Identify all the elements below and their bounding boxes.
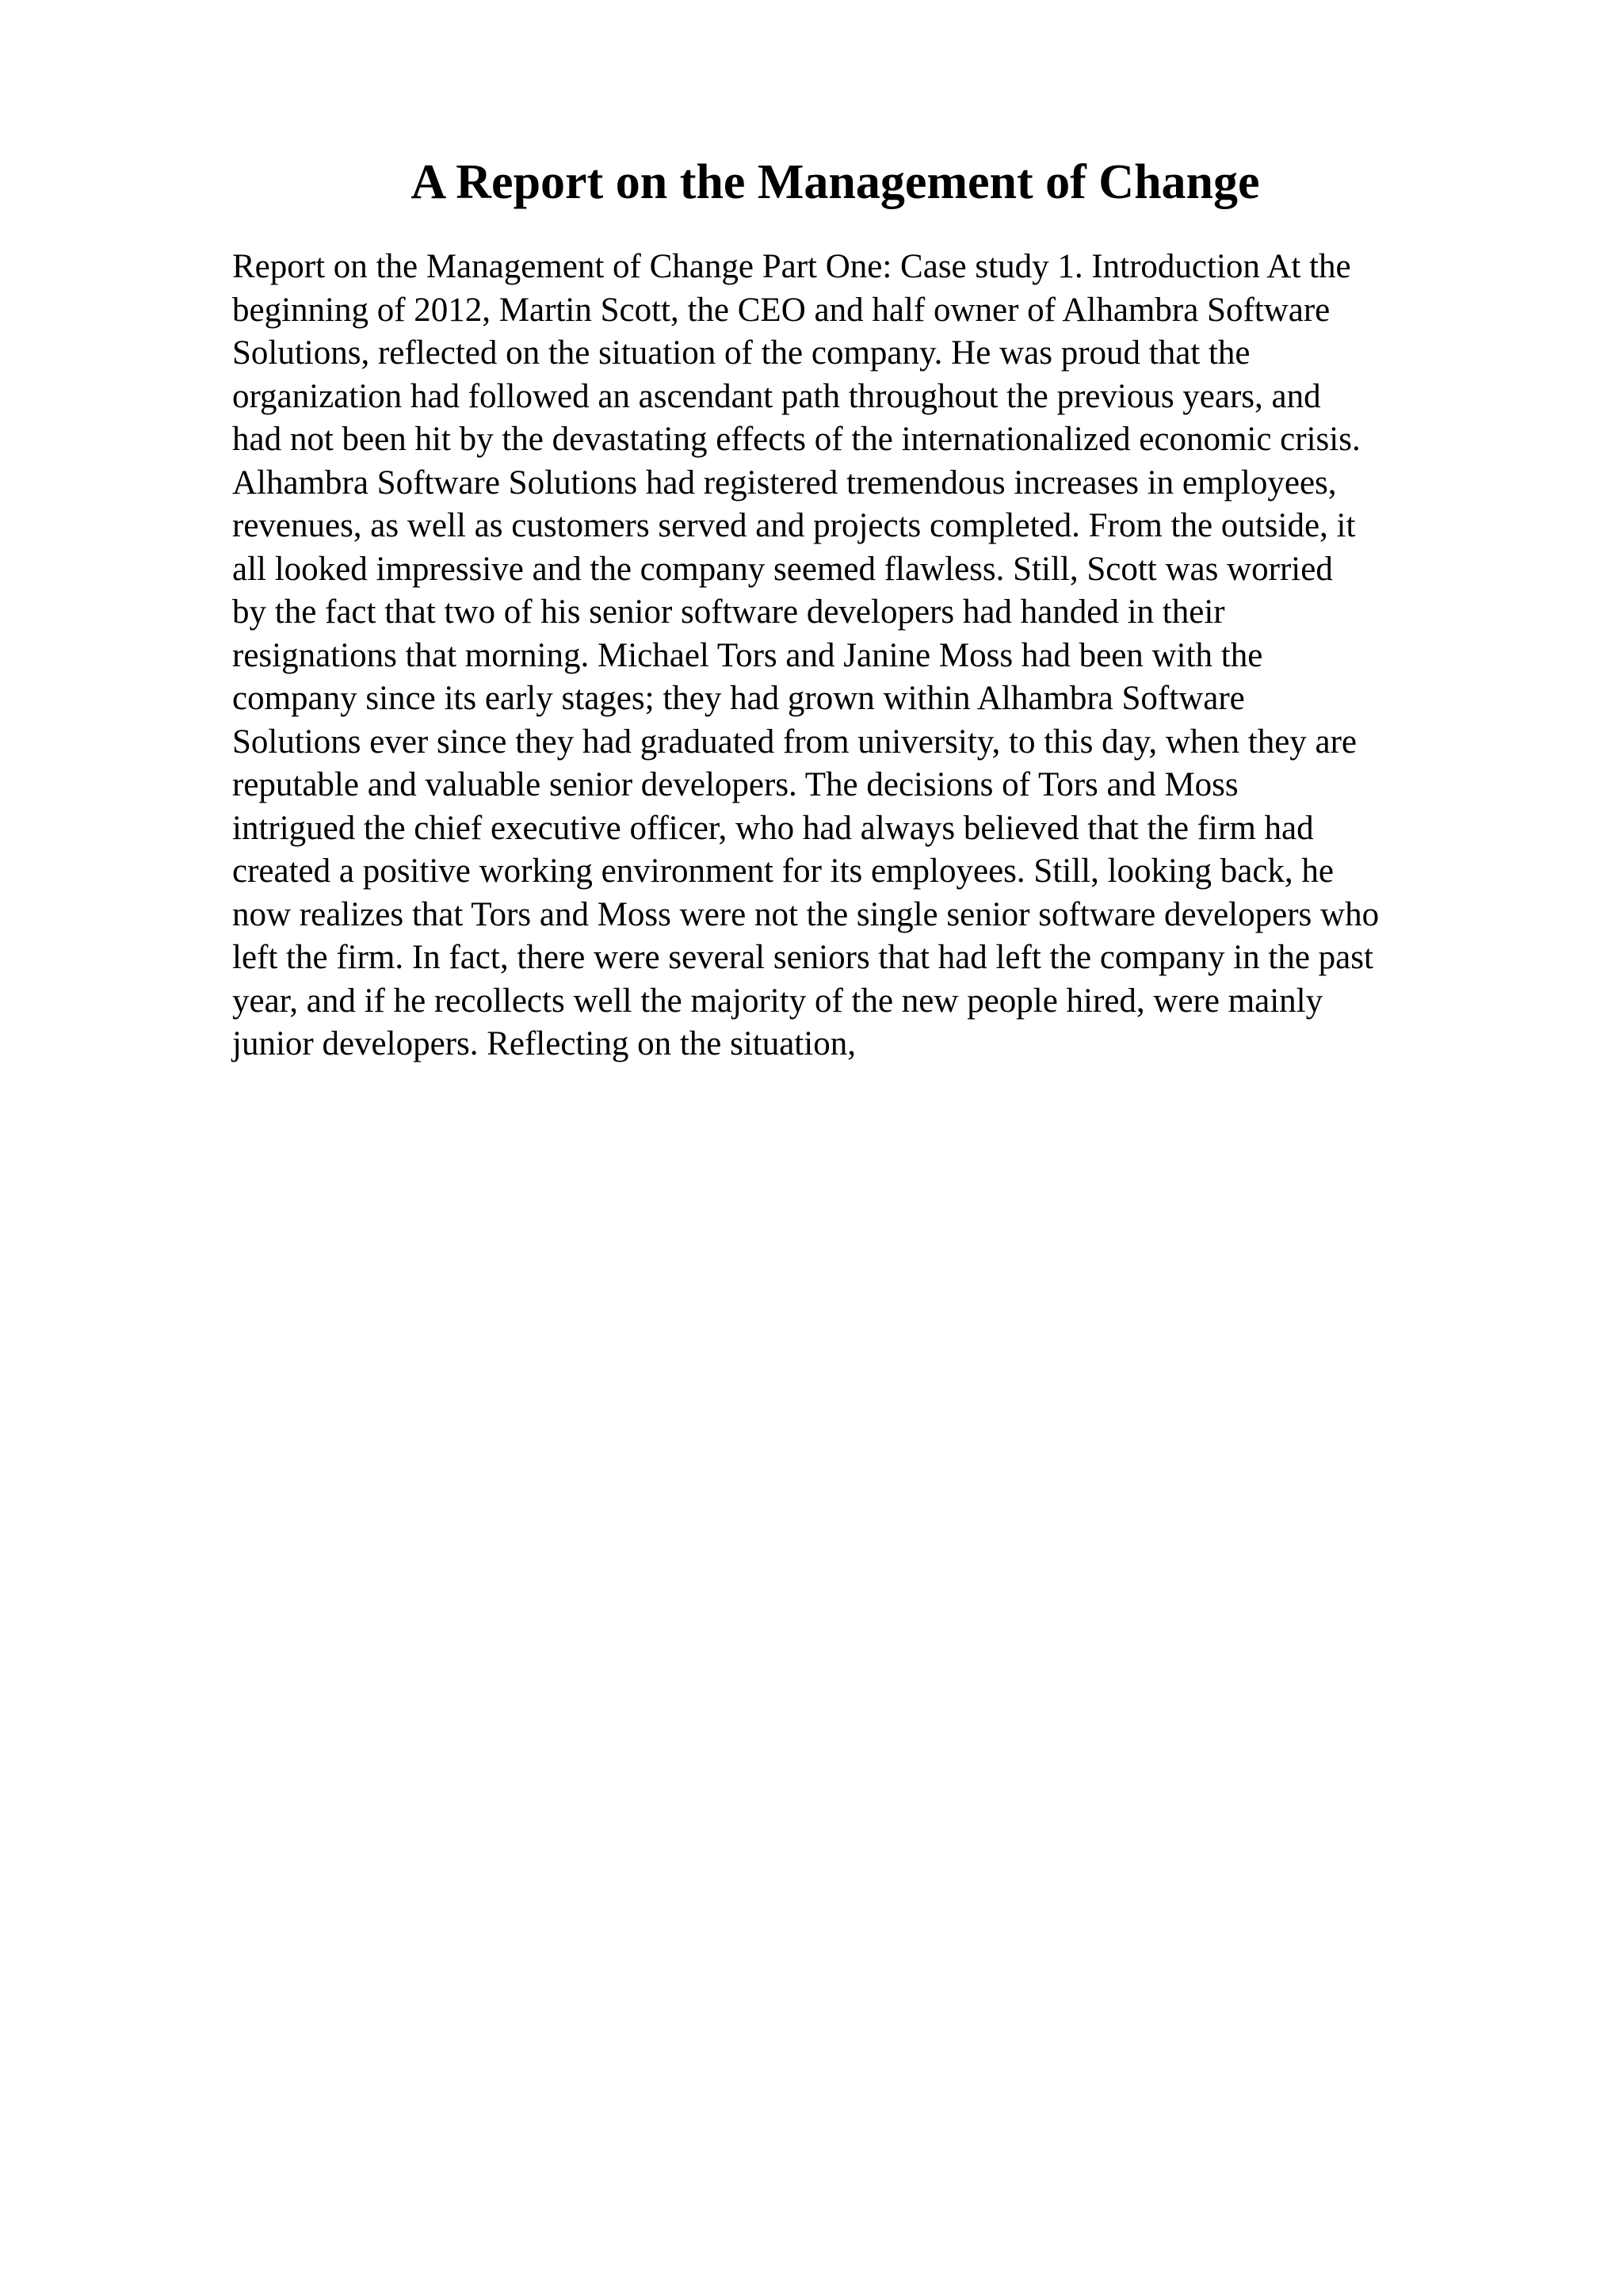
body-line: junior developers. Reflecting on the situation, (232, 1025, 856, 1062)
body-line: Alhambra Software Solutions had registered tremendous increases in employees, (232, 463, 1337, 502)
body-line: Solutions ever since they had graduated from university, to this day, when they are (232, 723, 1358, 761)
body-line: by the fact that two of his senior software developers had handed in their (232, 593, 1225, 631)
body-line: Solutions, reflected on the situation of the company. He was proud that the (232, 334, 1251, 372)
body-line: year, and if he recollects well the majority of the new people hired, were mainly (232, 982, 1323, 1020)
body-line: now realizes that Tors and Moss were not the single senior software developers who (232, 895, 1380, 933)
body-line: created a positive working environment for its employees. Still, looking back, he (232, 852, 1335, 890)
body-line: reputable and valuable senior developers. The decisions of Tors and Moss (232, 766, 1239, 803)
document-title: A Report on the Management of Change (411, 155, 1260, 209)
body-line: left the firm. In fact, there were several seniors that had left the company in the past (232, 939, 1373, 976)
body-line: company since its early stages; they had grown within Alhambra Software (232, 680, 1245, 717)
body-line: resignations that morning. Michael Tors and Janine Moss had been with the (232, 636, 1263, 674)
body-line: intrigued the chief executive officer, who had always believed that the firm had (232, 809, 1314, 847)
body-line: had not been hit by the devastating effects of the internationalized economic crisis. (232, 421, 1361, 458)
body-line: all looked impressive and the company seemed flawless. Still, Scott was worried (232, 550, 1333, 588)
document-body (232, 246, 1500, 1066)
body-line: organization had followed an ascendant path throughout the previous years, and (232, 377, 1321, 415)
body-line: revenues, as well as customers served and projects completed. From the outside, it (232, 507, 1356, 544)
body-line: Report on the Management of Change Part One: Case study 1. Introduction At the (232, 248, 1351, 285)
body-line: beginning of 2012, Martin Scott, the CEO and half owner of Alhambra Software (232, 291, 1331, 329)
